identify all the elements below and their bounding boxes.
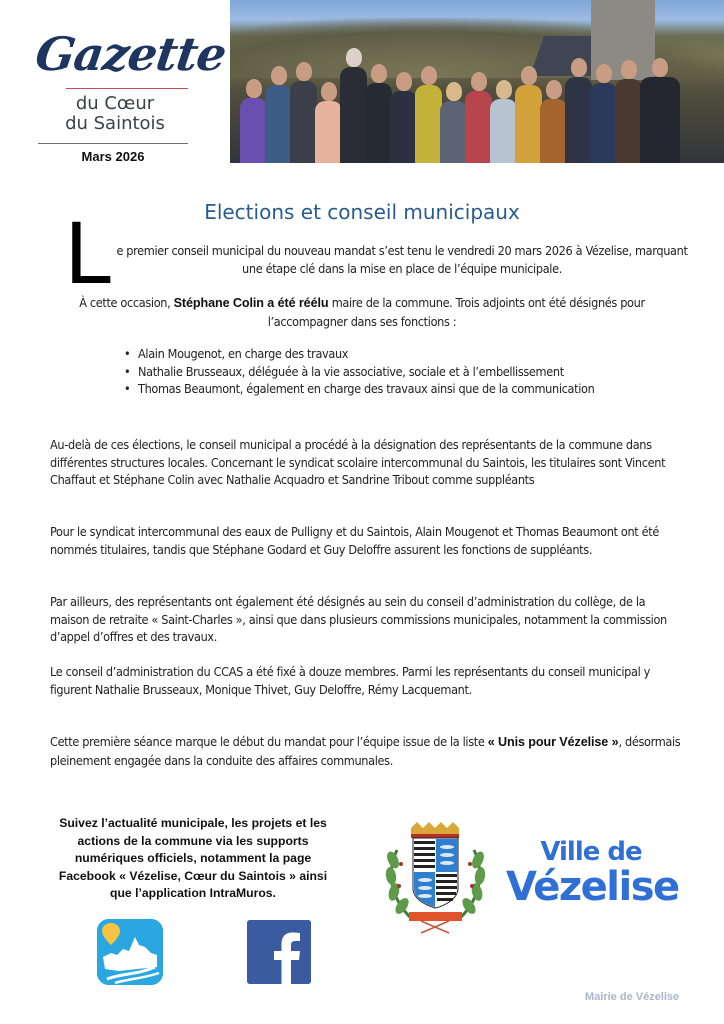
photo-person xyxy=(490,80,517,163)
facebook-icon[interactable] xyxy=(247,920,311,984)
follow-us-text: Suivez l’actualité municipale, les projets et les actions de la commune via les supports numériques officiels, notamment la page Facebook « Vézelise, Cœur du Saintois » ainsi que l’application IntraMuros. xyxy=(58,816,328,900)
facebook-f-icon xyxy=(247,920,311,984)
adjoint-item: • Alain Mougenot, en charge des travaux xyxy=(121,345,681,363)
masthead-divider xyxy=(38,143,188,144)
closing-text-before: Cette première séance marque le début du mandat pour l’équipe issue de la liste xyxy=(50,734,488,749)
photo-person xyxy=(440,82,467,163)
photo-person xyxy=(540,80,567,163)
photo-person xyxy=(565,58,592,163)
intro-paragraph: e premier conseil municipal du nouveau mandat s’est tenu le vendredi 20 mars 2026 à Vézelise, marquant une étape clé dans la mise en place de l’équipe municipale. xyxy=(116,243,688,276)
closing-paragraph xyxy=(50,733,686,769)
footer-credit: Mairie de Vézelise xyxy=(585,991,680,1003)
ville-de-vezelise-logo xyxy=(506,837,679,910)
title-underline xyxy=(66,88,188,89)
issue-date: Mars 2026 xyxy=(81,149,145,164)
ville-logo-line-2: Vézelise xyxy=(506,864,679,910)
mayor-paragraph xyxy=(40,294,684,330)
ville-logo-line-1: Ville de xyxy=(540,837,642,867)
ccas-paragraph: Le conseil d’administration du CCAS a été fixé à douze membres. Parmi les représentants du conseil municipal y figurent Nathalie Brusseaux, Monique Thivet, Guy Deloffre, Rémy Lacquemant. xyxy=(50,664,651,697)
photo-person xyxy=(515,66,542,163)
mayor-reelected-highlight: Stéphane Colin a été réélu xyxy=(173,296,329,310)
photo-person xyxy=(290,62,317,163)
masthead-subtitle xyxy=(40,94,190,134)
mayor-text-after: maire de la commune. Trois adjoints ont été désignés pour l’accompagner dans ses fonctions : xyxy=(267,295,645,329)
photo-person xyxy=(240,79,267,163)
subtitle-line-1: du Cœur xyxy=(75,93,155,114)
council-group-photo xyxy=(230,0,724,163)
adjoint-item: • Nathalie Brusseaux, déléguée à la vie associative, sociale et à l’embellissement xyxy=(121,363,681,381)
intramuros-logo-icon xyxy=(97,919,163,985)
photo-person xyxy=(615,60,642,163)
photo-person xyxy=(415,66,442,163)
adjoints-list xyxy=(121,345,681,398)
vezelise-crest-icon xyxy=(383,820,488,935)
photo-person xyxy=(590,64,617,163)
subtitle-line-2: du Saintois xyxy=(65,113,165,134)
adjoint-item: • Thomas Beaumont, également en charge des travaux ainsi que de la communication xyxy=(121,380,681,398)
gazette-title: Gazette xyxy=(32,27,230,81)
photo-person xyxy=(465,72,492,163)
photo-person xyxy=(365,64,392,163)
masthead xyxy=(0,0,230,170)
photo-people xyxy=(230,43,724,163)
intramuros-app-icon[interactable] xyxy=(97,919,163,985)
representatives-paragraph: Au-delà de ces élections, le conseil municipal a procédé à la désignation des représentants de la commune dans différentes structures locales. Concernant le syndicat scolaire intercommunal du Saintois, les titulaires sont Vincent Chaffaut et Stéphane Colin avec Nathalie Acquadro et Sandrine Tribout comme suppléants xyxy=(50,437,666,487)
mayor-text-before: À cette occasion, xyxy=(79,295,174,310)
drop-cap: L xyxy=(64,205,111,303)
article-headline: Elections et conseil municipaux xyxy=(204,200,520,224)
photo-person xyxy=(640,58,680,163)
college-paragraph: Par ailleurs, des représentants ont également été désignés au sein du conseil d’administration du collège, de la maison de retraite « Saint-Charles », ainsi que dans plusieurs commissions municipales, notamment la commission d’appel d’offres et des travaux. xyxy=(50,594,667,644)
photo-person xyxy=(265,66,292,163)
list-name-highlight: « Unis pour Vézelise » xyxy=(487,735,619,749)
closing-text-after: , désormais pleinement engagée dans la conduite des affaires communales. xyxy=(50,734,681,768)
photo-person xyxy=(315,82,342,163)
water-syndicate-paragraph: Pour le syndicat intercommunal des eaux de Pulligny et du Saintois, Alain Mougenot et Thomas Beaumont ont été nommés titulaires, tandis que Stéphane Godard et Guy Deloffre assurent les fonctions de suppléants. xyxy=(50,524,659,557)
photo-person xyxy=(390,72,417,163)
photo-person xyxy=(340,48,367,163)
